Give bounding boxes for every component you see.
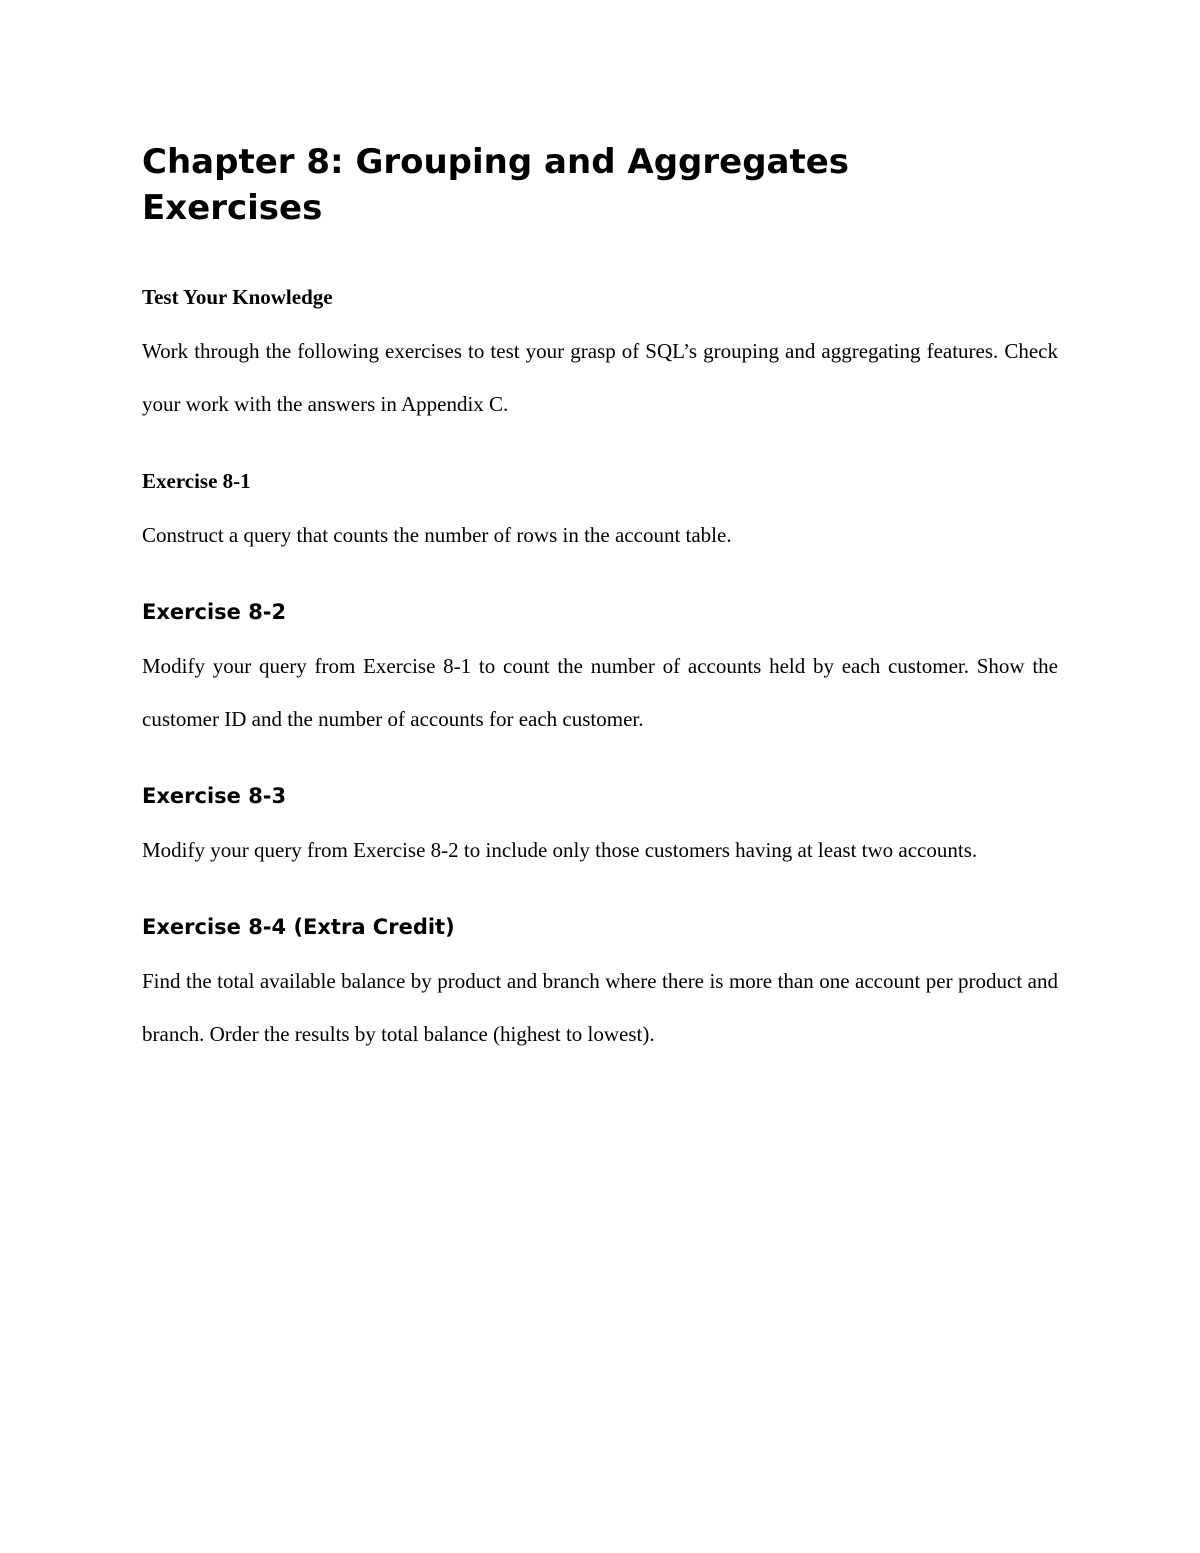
exercise-text-8-4: Find the total available balance by product and branch where there is more than one account per product and branch. Order the results by total balance (highest to lowest). (142, 969, 1058, 1046)
exercise-text-8-2: Modify your query from Exercise 8-1 to count the number of accounts held by each customer. Show the customer ID and the number of accounts for each customer. (142, 654, 1058, 731)
exercise-heading-8-2: Exercise 8-2 (142, 600, 287, 624)
exercise-heading-8-3: Exercise 8-3 (142, 784, 287, 808)
section-heading-test-your-knowledge: Test Your Knowledge (142, 285, 333, 309)
exercise-heading-8-4: Exercise 8-4 (Extra Credit) (142, 915, 455, 939)
exercise-text-8-3: Modify your query from Exercise 8-2 to include only those customers having at least two accounts. (142, 838, 978, 862)
exercise-text-8-1: Construct a query that counts the number of rows in the account table. (142, 523, 732, 547)
exercise-heading-8-1: Exercise 8-1 (142, 469, 251, 493)
page-title: Chapter 8: Grouping and Aggregates Exercises (142, 142, 850, 228)
intro-paragraph: Work through the following exercises to test your grasp of SQL’s grouping and aggregating features. Check your work with the answers in Appendix C. (142, 339, 1058, 416)
document-body (142, 139, 1058, 1061)
